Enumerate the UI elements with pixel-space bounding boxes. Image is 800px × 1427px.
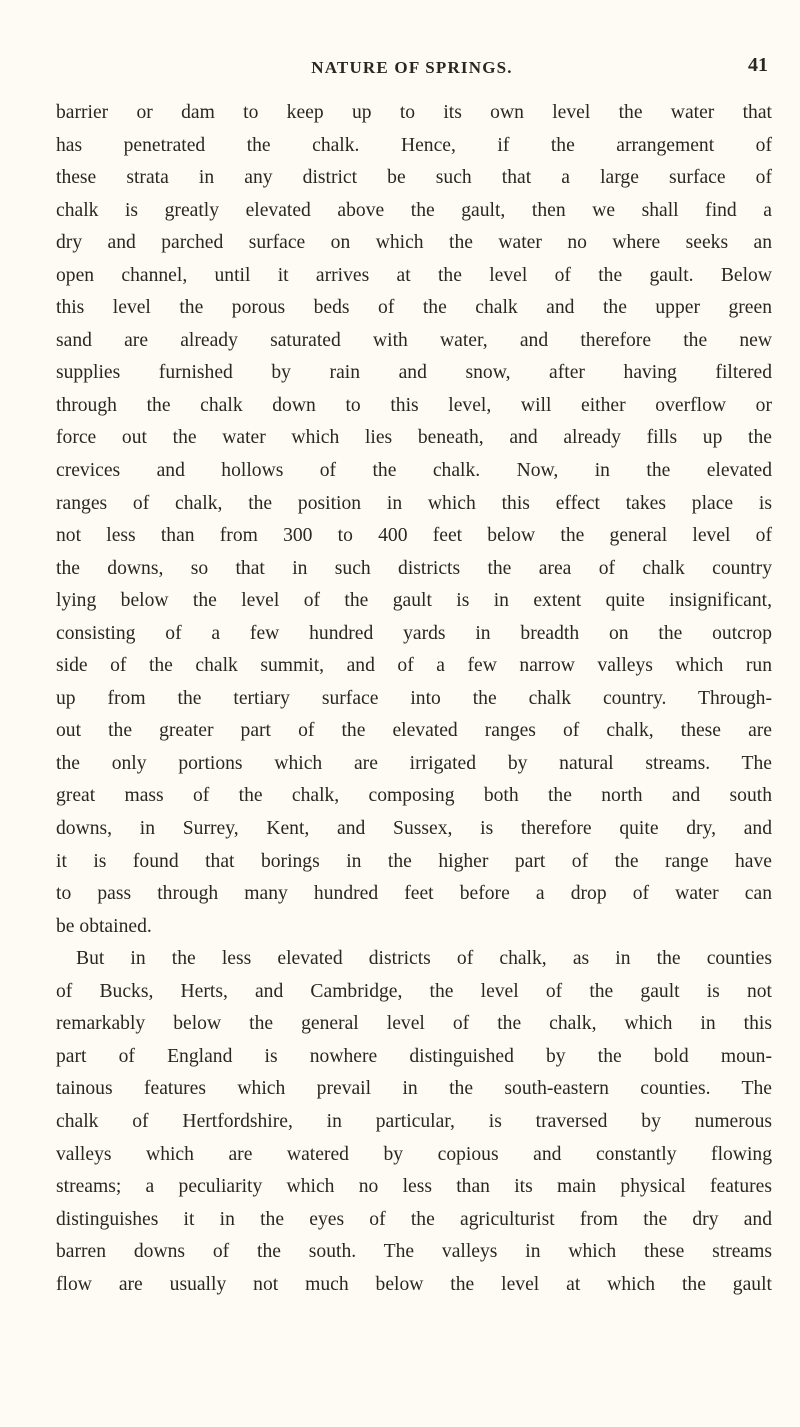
text-line: chalk is greatly elevated above the gault, then we shall find a (56, 199, 772, 221)
text-line: the downs, so that in such districts the area of chalk country (56, 557, 772, 579)
text-line: remarkably below the general level of the chalk, which in this (56, 1013, 772, 1035)
text-line: barren downs of the south. The valleys in which these streams (56, 1241, 772, 1263)
text-line: sand are already saturated with water, and therefore the new (56, 329, 772, 351)
text-line: has penetrated the chalk. Hence, if the arrangement of (56, 134, 772, 156)
text-line: streams; a peculiarity which no less than its main physical features (56, 1176, 772, 1198)
text-line: these strata in any district be such that a large surface of (56, 167, 772, 189)
paragraph-start-line: But in the less elevated districts of chalk, as in the counties (76, 948, 772, 970)
text-line: distinguishes it in the eyes of the agriculturist from the dry and (56, 1208, 772, 1230)
text-line: flow are usually not much below the level at which the gault (56, 1273, 772, 1295)
text-line: force out the water which lies beneath, and already fills up the (56, 427, 772, 449)
page-header (56, 54, 768, 84)
text-line: part of England is nowhere distinguished by the bold moun- (56, 1045, 772, 1067)
text-line: this level the porous beds of the chalk and the upper green (56, 297, 772, 319)
text-line: crevices and hollows of the chalk. Now, in the elevated (56, 460, 772, 482)
text-line: open channel, until it arrives at the level of the gault. Below (56, 264, 772, 286)
text-line: chalk of Hertfordshire, in particular, is traversed by numerous (56, 1110, 772, 1132)
text-line: out the greater part of the elevated ranges of chalk, these are (56, 720, 772, 742)
text-line: tainous features which prevail in the south-eastern counties. The (56, 1078, 772, 1100)
text-line: ranges of chalk, the position in which this effect takes place is (56, 492, 772, 514)
paragraph-end-line: be obtained. (56, 915, 152, 937)
page-number: 41 (748, 54, 768, 76)
text-line: valleys which are watered by copious and constantly flowing (56, 1143, 772, 1165)
text-line: the only portions which are irrigated by natural streams. The (56, 752, 772, 774)
body-text (56, 97, 772, 1301)
text-line: not less than from 300 to 400 feet below the general level of (56, 525, 772, 547)
text-line: side of the chalk summit, and of a few narrow valleys which run (56, 655, 772, 677)
text-line: through the chalk down to this level, will either overflow or (56, 394, 772, 416)
text-line: dry and parched surface on which the water no where seeks an (56, 232, 772, 254)
text-line: downs, in Surrey, Kent, and Sussex, is therefore quite dry, and (56, 818, 772, 840)
running-title: NATURE OF SPRINGS. (311, 58, 513, 77)
text-line: it is found that borings in the higher part of the range have (56, 850, 772, 872)
text-line: up from the tertiary surface into the chalk country. Through- (56, 687, 772, 709)
text-line: consisting of a few hundred yards in breadth on the outcrop (56, 622, 772, 644)
text-line: lying below the level of the gault is in extent quite insignificant, (56, 590, 772, 612)
text-line: to pass through many hundred feet before a drop of water can (56, 883, 772, 905)
text-line: great mass of the chalk, composing both the north and south (56, 785, 772, 807)
text-line: barrier or dam to keep up to its own level the water that (56, 102, 772, 123)
text-line: supplies furnished by rain and snow, after having filtered (56, 362, 772, 384)
text-line: of Bucks, Herts, and Cambridge, the level of the gault is not (56, 980, 772, 1002)
